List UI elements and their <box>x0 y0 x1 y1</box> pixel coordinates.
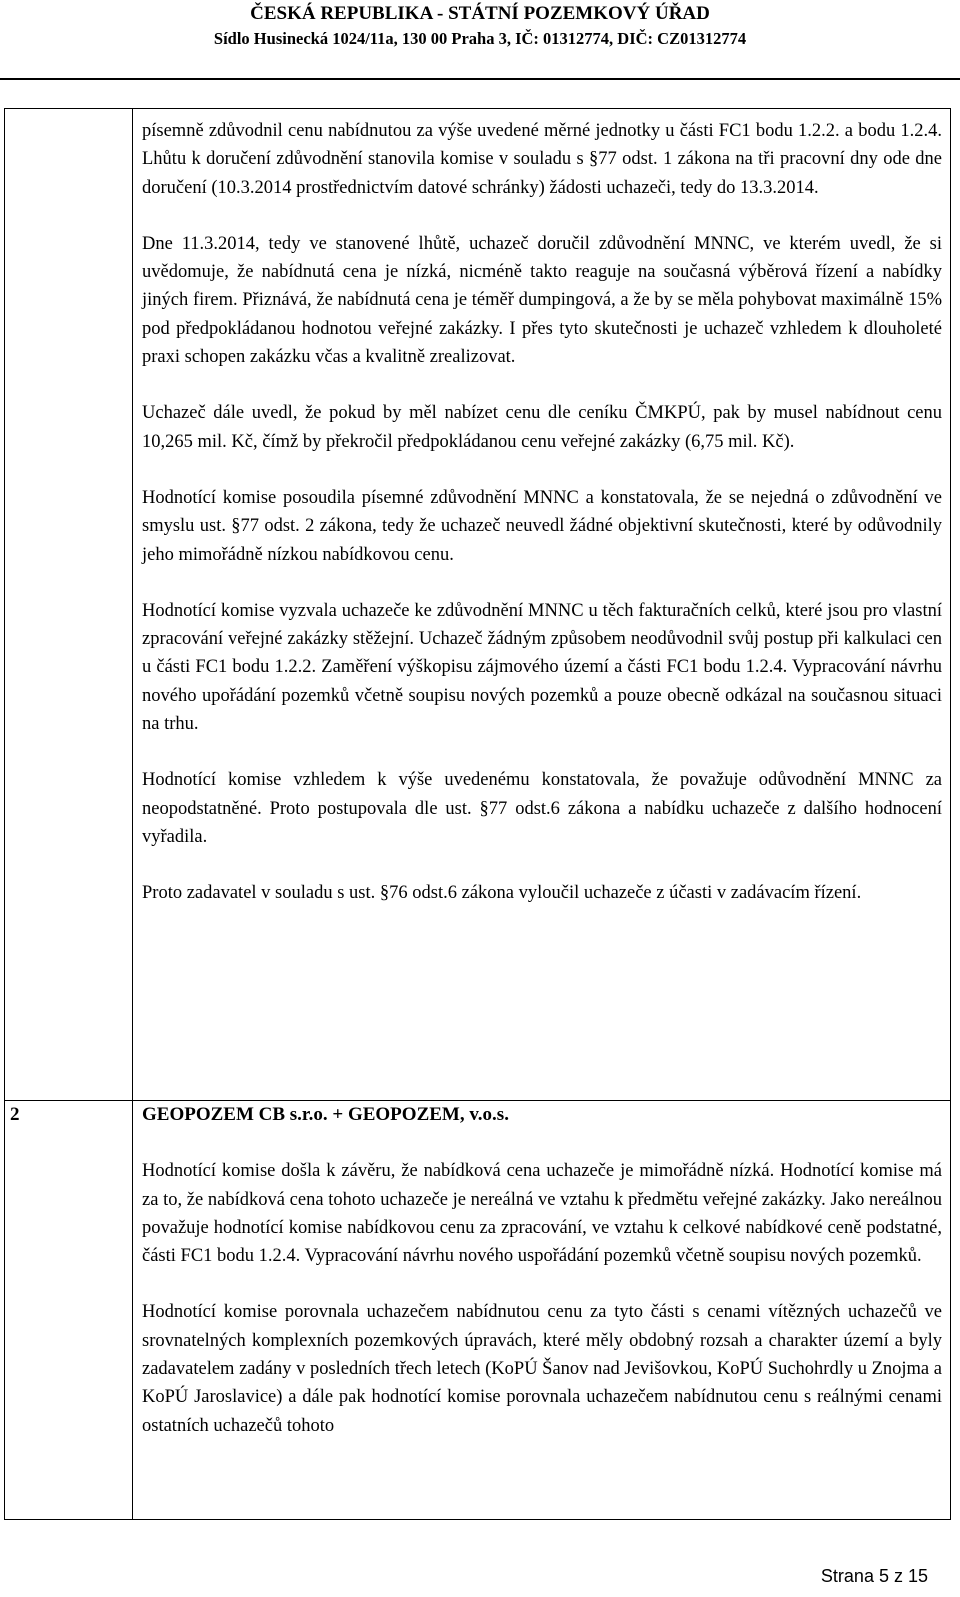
table-row-2-number: 2 <box>10 1104 20 1125</box>
paragraph: Proto zadavatel v souladu s ust. §76 odst.6 zákona vyloučil uchazeče z účasti v zadávacím řízení. <box>142 883 862 904</box>
paragraph: Uchazeč dále uvedl, že pokud by měl nabízet cenu dle ceníku ČMKPÚ, pak by musel nabídnout cenu 10,265 mil. Kč, čímž by překročil předpokládanou cenu veřejné zakázky (6,75 mil. Kč). <box>142 403 942 452</box>
header-divider <box>0 78 960 80</box>
paragraph: Hodnotící komise vyzvala uchazeče ke zdůvodnění MNNC u těch fakturačních celků, které jsou pro vlastní zpracování veřejné zakázky stěžejní. Uchazeč žádným způsobem neodůvodnil svůj postup při kalkulaci cen u části FC1 bodu 1.2.2. Zaměření výškopisu zájmového území a části FC1 bodu 1.2.4. Vypracování návrhu nového upořádání pozemků včetně soupisu nových pozemků a pouze obecně odkázal na současnou situaci na trhu. <box>142 600 942 735</box>
column-divider <box>132 109 133 1519</box>
paragraph: Hodnotící komise vzhledem k výše uvedenému konstatovala, že považuje odůvodnění MNNC za neopodstatněné. Proto postupovala dle ust. §77 odst.6 zákona a nabídku uchazeče z dalšího hodnocení vyřadila. <box>142 770 942 847</box>
table-row-2-text <box>142 1101 942 1440</box>
bidder-name: GEOPOZEM CB s.r.o. + GEOPOZEM, v.o.s. <box>142 1104 509 1125</box>
paragraph: Hodnotící komise porovnala uchazečem nabídnutou cenu za tyto části s cenami vítězných uchazečů ve srovnatelných komplexních pozemkových úpravách, které měly obdobný rozsah a charakter území a byly zadavatelem zadány v posledních třech letech (KoPÚ Šanov nad Jevišovkou, KoPÚ Suchohrdly u Znojma a KoPÚ Jaroslavice) a dále pak hodnotící komise porovnala uchazečem nabídnutou cenu s reálnými cenami ostatních uchazečů tohoto <box>142 1302 942 1436</box>
paragraph: Dne 11.3.2014, tedy ve stanovené lhůtě, uchazeč doručil zdůvodnění MNNC, ve kterém uvedl, že si uvědomuje, že nabídnutá cena je nízká, nicméně takto reaguje na současná výběrová řízení a nabídky jiných firem. Přiznává, že nabídnutá cena je téměř dumpingová, a že by se měla pohybovat maximálně 15% pod předpokládanou hodnotou veřejné zakázky. I přes tyto skutečnosti je uchazeč vzhledem k dlouholeté praxi schopen zakázku včas a kvalitně zrealizovat. <box>142 233 942 368</box>
paragraph: Hodnotící komise posoudila písemné zdůvodnění MNNC a konstatovala, že se nejedná o zdůvodnění ve smyslu ust. §77 odst. 2 zákona, tedy že uchazeč neuvedl žádné objektivní skutečnosti, které by odůvodnily jeho mimořádně nízkou nabídkovou cenu. <box>142 487 942 565</box>
paragraph: Hodnotící komise došla k závěru, že nabídková cena uchazeče je mimořádně nízká. Hodnotící komise má za to, že nabídková cena tohoto uchazeče je nereálná ve vztahu k předmětu veřejné zakázky. Jako nereálnou považuje hodnotící komise nabídkovou cenu za zpracování, ve vztahu k celkové nabídkové ceně podstatné, části FC1 bodu 1.2.4. Vypracování návrhu nového uspořádání pozemků včetně soupisu nových pozemků. <box>142 1161 942 1267</box>
page-number: Strana 5 z 15 <box>820 1566 928 1586</box>
evaluation-table <box>4 108 951 1520</box>
paragraph: písemně zdůvodnil cenu nabídnutou za výše uvedené měrné jednotky u části FC1 bodu 1.2.2. a bodu 1.2.4. Lhůtu k doručení zdůvodnění stanovila komise v souladu s §77 odst. 1 zákona na tři pracovní dny ode dne doručení (10.3.2014 prostřednictvím datové schránky) žádosti uchazeči, tedy do 13.3.2014. <box>142 121 942 198</box>
institution-address: Sídlo Husinecká 1024/11a, 130 00 Praha 3, IČ: 01312774, DIČ: CZ01312774 <box>213 29 747 48</box>
letterhead <box>0 0 960 51</box>
table-row-1-text <box>142 117 942 908</box>
institution-name: ČESKÁ REPUBLIKA - STÁTNÍ POZEMKOVÝ ÚŘAD <box>250 3 710 24</box>
